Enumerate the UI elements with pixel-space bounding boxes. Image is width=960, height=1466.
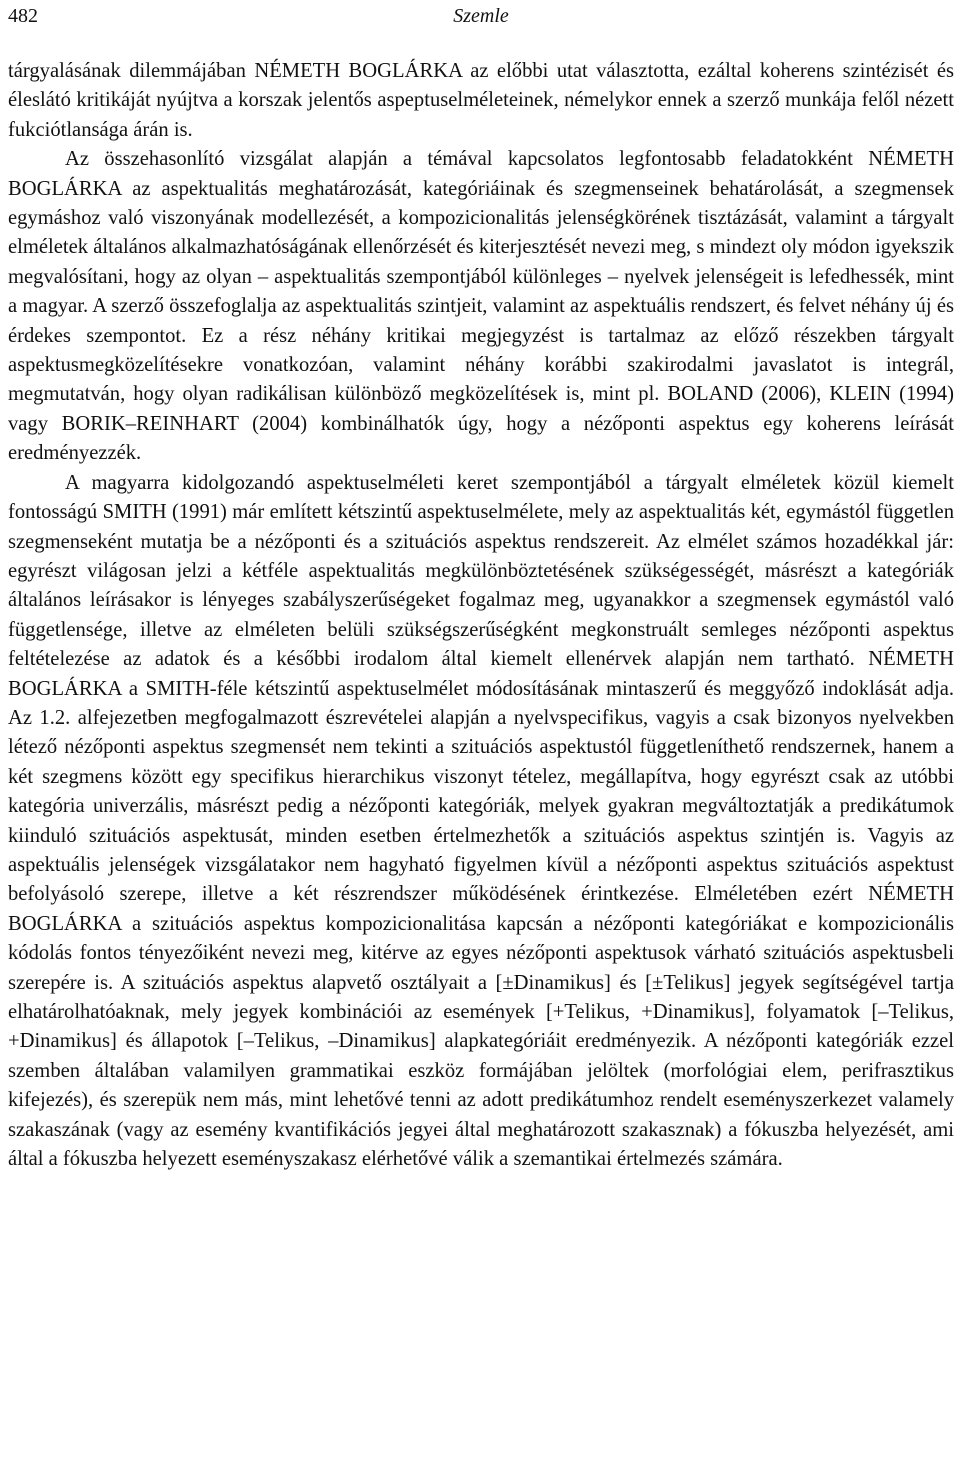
running-head: Szemle [453,5,509,27]
page-header [8,2,954,30]
page-number: 482 [8,5,38,27]
paragraph-continuation: tárgyalásának dilemmájában NÉMETH BOGLÁRKA az előbbi utat választotta, ezáltal koherens szintézisét és éleslátó kritikáját nyújtva a korszak jelentős aspeptuselméleteinek, némelykor ennek a szerző munkája felől nézett fukciótlansága árán is. [8,60,954,141]
body-text [8,57,954,1174]
paragraph-comparison: Az összehasonlító vizsgálat alapján a témával kapcsolatos legfontosabb feladatokként NÉMETH BOGLÁRKA az aspektualitás meghatározását, kategóriáinak és szegmenseinek behatárolását, a szegmensek egymáshoz való viszonyának modellezését, a kompozicionalitás jelenségkörének tisztázását, valamint a tárgyalt elméletek általános alkalmazhatóságának ellenőrzését és kiterjesztését nevezi meg, s mindezt oly módon igyekszik megvalósítani, hogy az olyan – aspektualitás szempontjából különleges – nyelvek jelenségeit is lefedhessék, mint a magyar. A szerző összefoglalja az aspektualitás szintjeit, valamint az aspektuális rendszert, és felvet néhány új és érdekes szempontot. Ez a rész néhány kritikai megjegyzést is tartalmaz az előző részekben tárgyalt aspektusmegközelítésekre vonatkozóan, valamint néhány korábbi szakirodalmi javaslatot is integrál, megmutatván, hogy olyan radikálisan különböző megközelítések is, mint pl. BOLAND (2006), KLEIN (1994) vagy BORIK–REINHART (2004) kombinálhatók úgy, hogy a nézőponti aspektus egy koherens leírását eredményezzék. [8,148,954,465]
paragraph-framework: A magyarra kidolgozandó aspektuselméleti keret szempontjából a tárgyalt elméletek közül kiemelt fontosságú SMITH (1991) már említett kétszintű aspektuselmélete, mely az aspektualitás két, egymástól független szegmenseként mutatja be a nézőponti és a szituációs aspektus rendszereit. Az elmélet számos hozadékkal jár: egyrészt világosan jelzi a kétféle aspektualitás megkülönböztetésének szükségességét, másrészt a kategóriák általános leírásakor is lényeges szabályszerűségeket fogalmaz meg, ugyanakkor a szegmensek egymástól való függetlensége, illetve az elméleten belüli szükségszerűségként megkonstruált semleges nézőponti aspektus feltételezése az adatok és a későbbi irodalom által kiemelt ellenérvek alapján nem tartható. NÉMETH BOGLÁRKA a SMITH-féle kétszintű aspektuselmélet módosításának mintaszerű és meggyőző indoklását adja. Az 1.2. alfejezetben megfogalmazott észrevételei alapján a nyelvspecifikus, vagyis a csak bizonyos nyelvekben létező nézőponti aspektus szegmensét nem tekinti a szituációs aspektustól függetleníthető rendszernek, hanem a két szegmens között egy specifikus hierarchikus viszonyt tételez, megállapítva, hogy egyrészt csak az utóbbi kategória univerzális, másrészt pedig a nézőponti kategóriák, melyek gyakran megváltoztatják a predikátumok kiinduló szituációs aspektusát, minden esetben értelmezhetők a szituációs aspektus szintjén is. Vagyis az aspektuális jelenségek vizsgálatakor nem hagyható figyelmen kívül a nézőponti aspektus szituációs aspektust befolyásoló szerepe, illetve a két részrendszer működésének érintkezése. Elméletében ezért NÉMETH BOGLÁRKA a szituációs aspektus kompozicionalitása kapcsán a nézőponti kategóriákat e kompozicionális kódolás fontos tényezőiként nevezi meg, kitérve az egyes nézőponti aspektusok várható szituációs aspektusbeli szerepére is. A szituációs aspektus alapvető osztályait a [±Dinamikus] és [±Telikus] jegyek segítségével tartja elhatárolhatóaknak, mely jegyek kombinációi az események [+Telikus, +Dinamikus], folyamatok [–Telikus, +Dinamikus] és állapotok [–Telikus, –Dinamikus] alapkategóriáit eredményezik. A nézőponti kategóriák ezzel szemben általában valamilyen grammatikai eszköz formájában jelöltek (morfológiai elem, perifrasztikus kifejezés), és szerepük nem más, mint lehetővé tenni az adott predikátumhoz rendelt eseményszerkezet valamely szakaszának (vagy az esemény kvantifikációs jegyei által meghatározott szakasznak) a fókuszba helyezését, ami által a fókuszba helyezett eseményszakasz elérhetővé válik a szemantikai értelmezés számára. [8,471,954,1171]
